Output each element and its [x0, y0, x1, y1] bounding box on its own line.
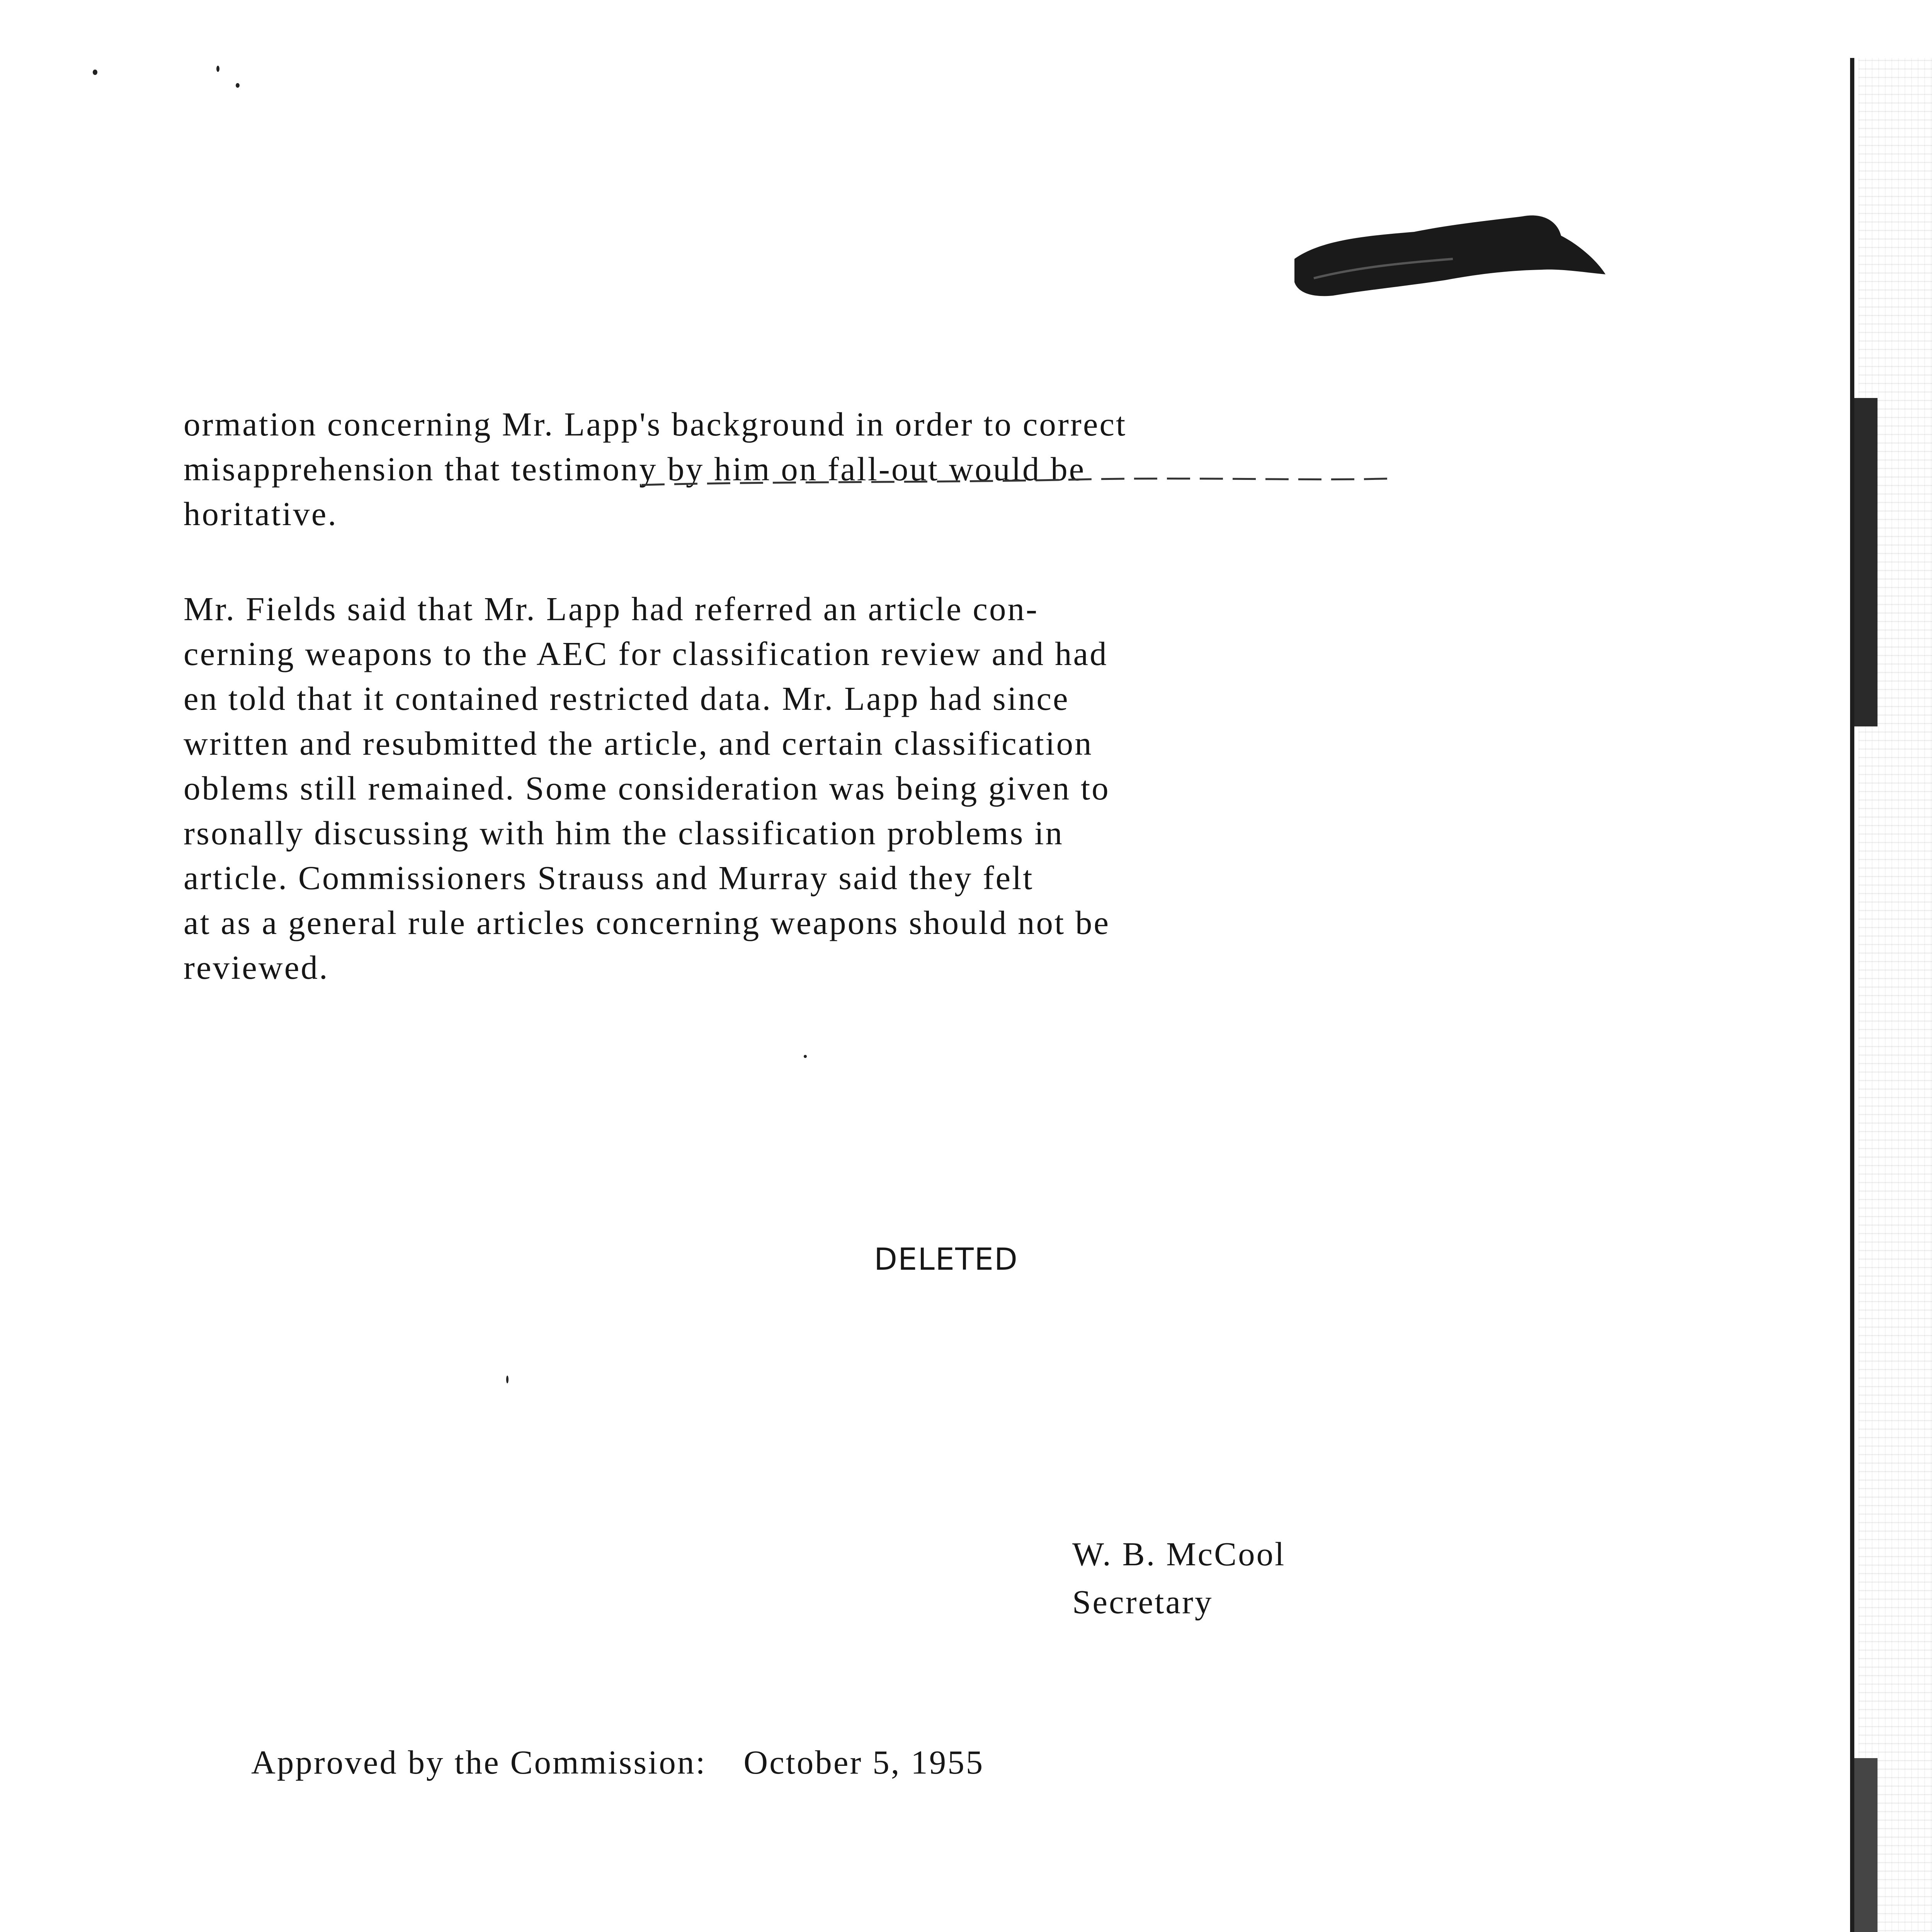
paragraph-line: written and resubmitted the article, and certain classification	[184, 724, 1093, 762]
paragraph-line: rsonally discussing with him the classification problems in	[184, 814, 1064, 852]
page-edge-line	[1850, 58, 1854, 1932]
scan-speck	[506, 1376, 509, 1383]
paragraph-line: misapprehension that testimony by him on fall-out would be	[184, 450, 1086, 488]
paragraph-line: oblems still remained. Some consideration was being given to	[184, 769, 1110, 807]
page-edge-shadow	[1854, 398, 1878, 726]
scan-edge-noise	[1859, 58, 1932, 1932]
redaction-ink-mark	[1291, 201, 1607, 305]
deleted-label: DELETED	[874, 1242, 1019, 1277]
paragraph-line: ormation concerning Mr. Lapp's background in order to correct	[184, 405, 1127, 443]
approval-label: Approved by the Commission:	[251, 1743, 707, 1781]
signatory-title: Secretary	[1072, 1583, 1213, 1621]
handwritten-underline	[630, 460, 1403, 491]
scan-speck	[216, 66, 219, 72]
paragraph-2	[184, 587, 1110, 990]
paragraph-line: at as a general rule articles concerning weapons should not be	[184, 904, 1111, 941]
page-edge-shadow	[1854, 1758, 1878, 1932]
paragraph-line: en told that it contained restricted data. Mr. Lapp had since	[184, 680, 1070, 717]
paragraph-line: cerning weapons to the AEC for classification review and had	[184, 635, 1108, 672]
scan-speck	[93, 70, 97, 75]
approval-line	[251, 1743, 984, 1782]
paragraph-line: reviewed.	[184, 949, 329, 986]
approval-date: October 5, 1955	[743, 1743, 985, 1781]
paragraph-line: article. Commissioners Strauss and Murray said they felt	[184, 859, 1034, 896]
paragraph-line: horitative.	[184, 495, 338, 532]
signature-block	[1072, 1530, 1286, 1626]
scan-speck	[804, 1055, 807, 1058]
paragraph-line: Mr. Fields said that Mr. Lapp had referred an article con-	[184, 590, 1039, 628]
signatory-name: W. B. McCool	[1072, 1535, 1286, 1573]
scan-speck	[236, 83, 240, 88]
